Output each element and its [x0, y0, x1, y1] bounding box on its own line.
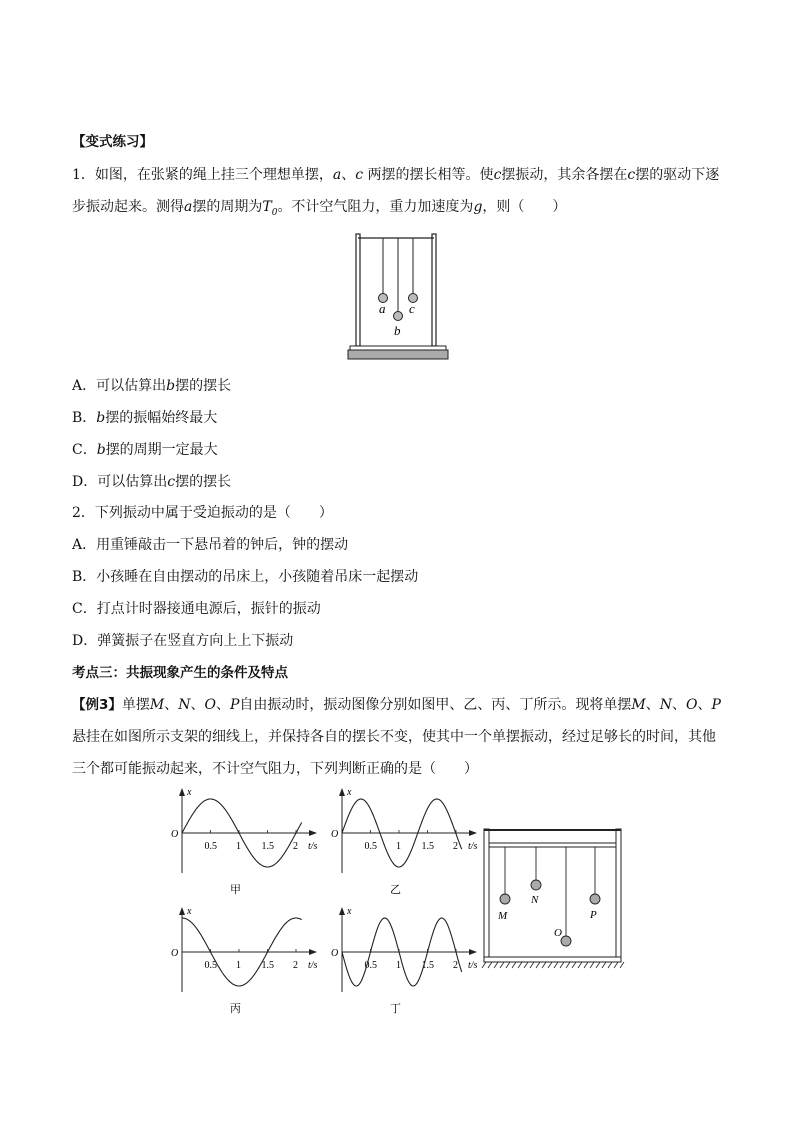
tick-label-0.5: 0.5 [364, 841, 377, 852]
example3-line3: 三个都可能振动起来，不计空气阻力，下列判断正确的是（ ） [72, 761, 478, 777]
label-a: a [379, 301, 386, 316]
caption-yi: 乙 [390, 884, 401, 896]
example3-line1: 【例3】单摆M、N、O、P自由振动时，振动图像分别如图甲、乙、丙、丁所示。现将单摆M、N、O、P [72, 697, 721, 713]
caption-bing: 丙 [230, 1003, 241, 1015]
label-b: b [394, 323, 401, 338]
y-axis-label: x [187, 787, 192, 798]
tick-label-1: 1 [236, 841, 241, 852]
origin-label: O [171, 948, 179, 959]
origin-label: O [171, 829, 179, 840]
tick-label-1: 1 [236, 960, 241, 971]
pendulum-stand-figure [346, 228, 450, 362]
q2-option-b: B．小孩睡在自由摆动的吊床上，小孩随着吊床一起摆动 [72, 569, 419, 585]
q1-option-c: C．b摆的周期一定最大 [72, 442, 218, 458]
tick-label-0.5: 0.5 [204, 960, 217, 971]
label-M: M [498, 910, 508, 922]
x-axis-arrow [469, 949, 477, 955]
example3-line2: 悬挂在如图所示支架的细线上，并保持各自的摆长不变，使其中一个单摆振动，经过足够长的时间，其他 [72, 729, 716, 745]
y-axis-arrow [339, 907, 345, 915]
x-axis-arrow [309, 830, 317, 836]
tick-label-2: 2 [293, 841, 298, 852]
y-axis-label: x [347, 906, 352, 917]
label-N: N [531, 894, 539, 906]
label-O: O [554, 927, 562, 939]
q2-option-a: A．用重锤敲击一下悬吊着的钟后，钟的摆动 [72, 537, 349, 553]
graph-ding [324, 902, 484, 1014]
x-axis-arrow [469, 830, 477, 836]
label-c: c [409, 301, 415, 316]
q1-option-a: A．可以估算出b摆的摆长 [72, 378, 232, 394]
tick-label-1.5: 1.5 [421, 960, 434, 971]
y-axis-label: x [187, 906, 192, 917]
caption-jia: 甲 [230, 884, 241, 896]
label-P: P [590, 909, 597, 921]
y-axis-label: x [347, 787, 352, 798]
kaodian3-heading: 考点三：共振现象产生的条件及特点 [72, 665, 288, 681]
tick-label-1.5: 1.5 [261, 960, 274, 971]
x-axis-label: t/s [468, 960, 478, 971]
q2-option-c: C．打点计时器接通电源后，振针的振动 [72, 601, 321, 617]
x-axis-label: t/s [308, 841, 318, 852]
y-axis-arrow [179, 907, 185, 915]
tick-label-0.5: 0.5 [364, 960, 377, 971]
graph-yi [324, 783, 484, 895]
q1-option-d: D．可以估算出c摆的摆长 [72, 474, 232, 490]
q1-option-b: B．b摆的振幅始终最大 [72, 410, 218, 426]
y-axis-arrow [339, 788, 345, 796]
q1-stem-line1: 1．如图，在张紧的绳上挂三个理想单摆，a、c 两摆的摆长相等。使c摆振动，其余各摆在c摆的驱动下逐 [72, 167, 720, 183]
q1-stem-line2: 步振动起来。测得a摆的周期为$T_0$。不计空气阻力，重力加速度为g，则（ ） [72, 199, 567, 218]
tick-label-0.5: 0.5 [204, 841, 217, 852]
tick-label-1: 1 [396, 841, 401, 852]
tick-label-1.5: 1.5 [421, 841, 434, 852]
q2-option-d: D．弹簧振子在竖直方向上上下振动 [72, 633, 294, 649]
tick-label-2: 2 [293, 960, 298, 971]
ground-hatching [482, 962, 624, 968]
caption-ding: 丁 [390, 1003, 401, 1015]
pendulum-frame-figure [478, 826, 624, 972]
y-axis-arrow [179, 788, 185, 796]
tick-label-2: 2 [453, 841, 458, 852]
origin-label: O [331, 829, 339, 840]
tick-label-2: 2 [453, 960, 458, 971]
graph-bing [164, 902, 324, 1014]
origin-label: O [331, 948, 339, 959]
x-axis-arrow [309, 949, 317, 955]
tick-label-1: 1 [396, 960, 401, 971]
tick-label-1.5: 1.5 [261, 841, 274, 852]
graph-jia [164, 783, 324, 895]
x-axis-label: t/s [308, 960, 318, 971]
q2-stem: 2．下列振动中属于受迫振动的是（ ） [72, 505, 333, 521]
x-axis-label: t/s [468, 841, 478, 852]
section-heading-variant: 【变式练习】 [72, 134, 153, 150]
